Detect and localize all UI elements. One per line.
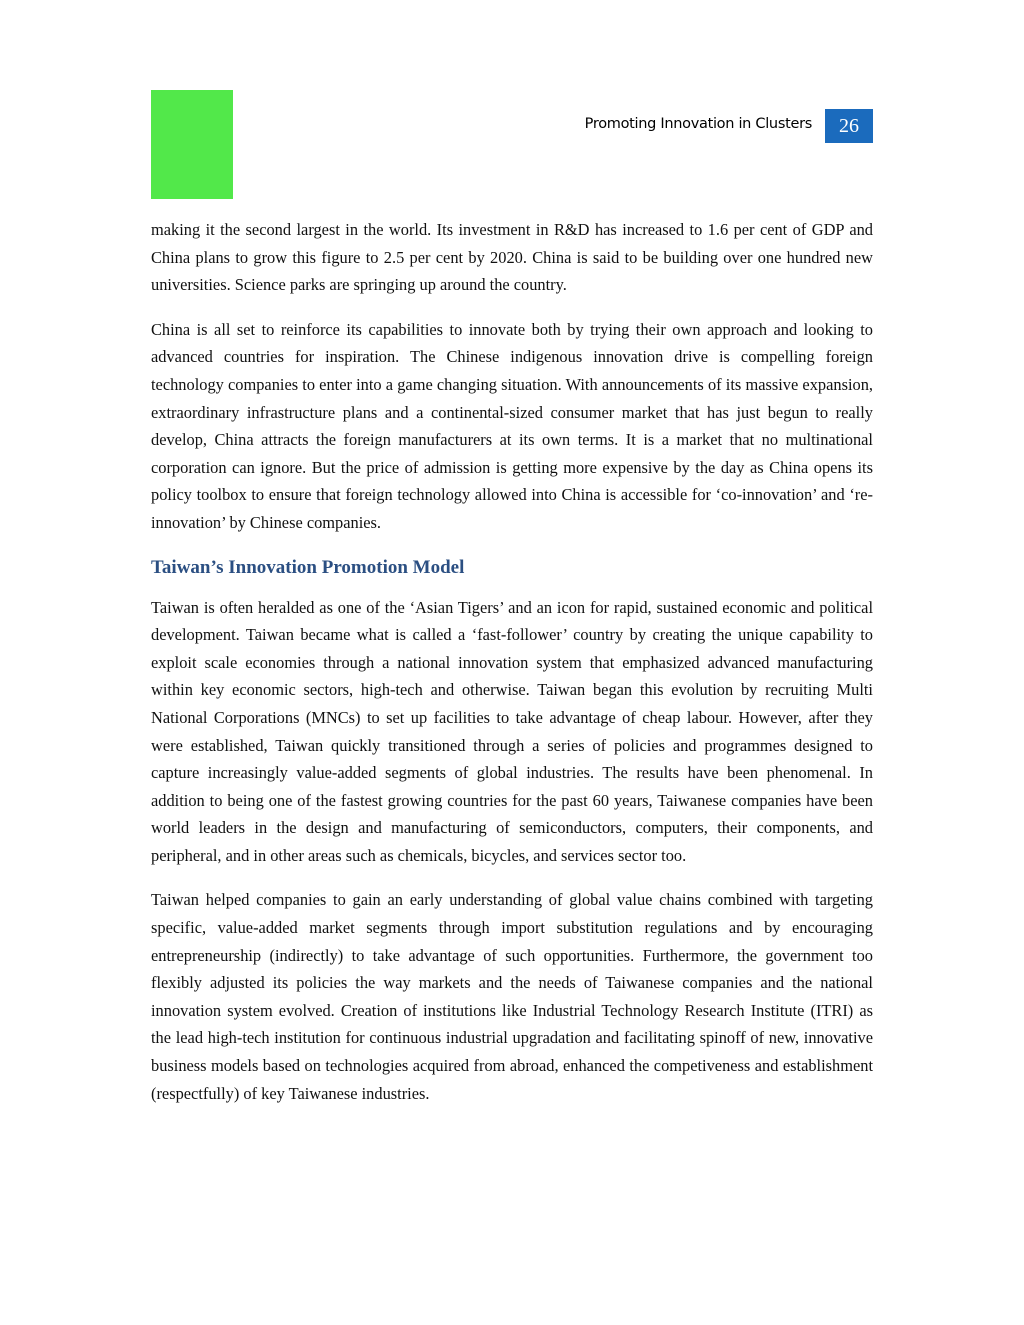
body-paragraph: making it the second largest in the world. Its investment in R&D has increased to 1.6 per cent of GDP and China plans to grow this figure to 2.5 per cent by 2020. China is said to be building over one hundred new universities. Science parks are springing up around the country. [151,220,873,295]
body-paragraph: Taiwan helped companies to gain an early understanding of global value chains combined with targeting specific, value-added market segments through import substitution regulations and by encouraging entrepreneurship (indirectly) to take advantage of such opportunities. Furthermore, the government too flexibly adjusted its policies the way markets and the needs of Taiwanese companies and the national innovation system evolved. Creation of institutions like Industrial Technology Research Institute (ITRI) as the lead high-tech institution for continuous industrial upgradation and facilitating spinoff of new, innovative business models based on technologies acquired from abroad, enhanced the competiveness and establishment (respectfully) of key Taiwanese industries. [151,890,873,1103]
page-number-badge [825,109,873,143]
body-paragraph: Taiwan is often heralded as one of the ‘Asian Tigers’ and an icon for rapid, sustained economic and political development. Taiwan became what is called a ‘fast-follower’ country by creating the unique capability to exploit scale economies through a national innovation system that emphasized advanced manufacturing within key economic sectors, high-tech and otherwise. Taiwan began this evolution by recruiting Multi National Corporations (MNCs) to set up facilities to take advantage of cheap labour. However, after they were established, Taiwan quickly transitioned through a series of policies and programmes designed to capture increasingly value-added segments of global industries. The results have been phenomenal. In addition to being one of the fastest growing countries for the past 60 years, Taiwanese companies have been world leaders in the design and manufacturing of semiconductors, computers, their components, and peripheral, and in other areas such as chemicals, bicycles, and services sector too. [151,597,873,865]
running-title: Promoting Innovation in Clusters [584,116,812,132]
header-accent-block [151,90,233,199]
section-heading: Taiwan’s Innovation Promotion Model [151,556,465,578]
page-number: 26 [839,114,859,137]
body-paragraph: China is all set to reinforce its capabilities to innovate both by trying their own approach and looking to advanced countries for inspiration. The Chinese indigenous innovation drive is compelling foreign technology companies to enter into a game changing situation. With announcements of its massive expansion, extraordinary infrastructure plans and a continental-sized consumer market that has just begun to really develop, China attracts the foreign manufacturers at its own terms. It is a market that no multinational corporation can ignore. But the price of admission is getting more expensive by the day as China opens its policy toolbox to ensure that foreign technology allowed into China is accessible for ‘co-innovation’ and ‘re-innovation’ by Chinese companies. [151,319,873,532]
page-body [151,216,873,1124]
